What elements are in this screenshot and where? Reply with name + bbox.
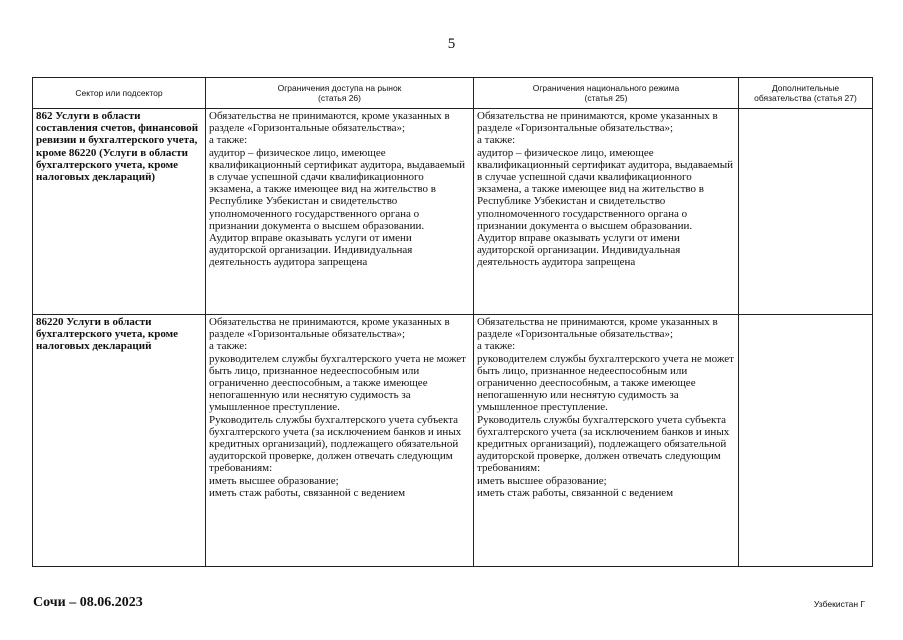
table-row bbox=[33, 109, 873, 315]
cell-paragraph: иметь высшее образование; bbox=[209, 474, 339, 487]
header-additional bbox=[739, 78, 873, 109]
cell-paragraph: иметь высшее образование; bbox=[477, 474, 607, 487]
header-line: (статья 26) bbox=[318, 93, 361, 103]
cell-national-treatment bbox=[474, 315, 739, 567]
page-number: 5 bbox=[447, 36, 456, 52]
cell-paragraph: руководителем службы бухгалтерского учета не может быть лицо, признанное недееспособным или ограниченно дееспособным, а также имеющее непогашенную или неснятую судимость за умышленное преступление. bbox=[477, 352, 734, 414]
cell-paragraph: Обязательства не принимаются, кроме указанных в разделе «Горизонтальные обязательства»; bbox=[209, 316, 450, 341]
cell-paragraph: а также: bbox=[209, 134, 248, 147]
header-line: Ограничения национального режима bbox=[532, 83, 680, 93]
cell-paragraph: Аудитор вправе оказывать услуги от имени аудиторской организации. Индивидуальная деятельность аудитора запрещена bbox=[209, 232, 413, 269]
schedule-table bbox=[32, 77, 873, 567]
header-line: Дополнительные bbox=[771, 83, 840, 93]
cell-paragraph: а также: bbox=[209, 340, 248, 353]
cell-paragraph: а также: bbox=[477, 134, 516, 147]
footer-place-date: Сочи – 08.06.2023 bbox=[33, 595, 143, 610]
cell-additional bbox=[739, 315, 873, 567]
cell-paragraph: аудитор – физическое лицо, имеющее квалификационный сертификат аудитора, выдаваемый в случае успешной сдачи квалификационного экзамена, а также имеющее вид на жительство в Республике Узбекистан и свидетельство уполномоченного государственного органа о признании документа о высшем образовании. bbox=[477, 146, 733, 232]
cell-additional bbox=[739, 109, 873, 315]
cell-sector: 86220 Услуги в области бухгалтерского учета, кроме налоговых деклараций bbox=[33, 315, 206, 567]
cell-paragraph: Руководитель службы бухгалтерского учета субъекта бухгалтерского учета (за исключением банков и иных кредитных организаций), подлежащего обязательной аудиторской проверке, должен отвечать следующим требованиям: bbox=[209, 413, 462, 475]
table-row bbox=[33, 315, 873, 567]
cell-paragraph: а также: bbox=[477, 340, 516, 353]
header-line: обязательства (статья 27) bbox=[754, 93, 857, 103]
cell-sector: 862 Услуги в области составления счетов, финансовой ревизии и бухгалтерского учета, кроме 86220 (Услуги в области бухгалтерского учета, кроме налоговых деклараций) bbox=[33, 109, 206, 315]
cell-paragraph: руководителем службы бухгалтерского учета не может быть лицо, признанное недееспособным или ограниченно дееспособным, а также имеющее непогашенную или неснятую судимость за умышленное преступление. bbox=[209, 352, 466, 414]
cell-market-access bbox=[206, 109, 474, 315]
header-market-access bbox=[206, 78, 474, 109]
header-national-treatment bbox=[474, 78, 739, 109]
cell-paragraph: Обязательства не принимаются, кроме указанных в разделе «Горизонтальные обязательства»; bbox=[209, 110, 450, 135]
cell-paragraph: Руководитель службы бухгалтерского учета субъекта бухгалтерского учета (за исключением банков и иных кредитных организаций), подлежащего обязательной аудиторской проверке, должен отвечать следующим требованиям: bbox=[477, 413, 730, 475]
footer-country-mark: Узбекистан Г bbox=[813, 599, 865, 609]
cell-paragraph: Аудитор вправе оказывать услуги от имени аудиторской организации. Индивидуальная деятельность аудитора запрещена bbox=[477, 232, 681, 269]
header-line: Ограничения доступа на рынок bbox=[277, 83, 402, 93]
table-header-row bbox=[33, 78, 873, 109]
cell-national-treatment bbox=[474, 109, 739, 315]
cell-market-access bbox=[206, 315, 474, 567]
cell-paragraph: Обязательства не принимаются, кроме указанных в разделе «Горизонтальные обязательства»; bbox=[477, 316, 718, 341]
cell-paragraph: иметь стаж работы, связанной с ведением bbox=[209, 486, 406, 499]
cell-paragraph: Обязательства не принимаются, кроме указанных в разделе «Горизонтальные обязательства»; bbox=[477, 110, 718, 135]
cell-paragraph: иметь стаж работы, связанной с ведением bbox=[477, 486, 674, 499]
header-line: (статья 25) bbox=[584, 93, 628, 103]
header-sector: Сектор или подсектор bbox=[33, 78, 206, 109]
cell-paragraph: аудитор – физическое лицо, имеющее квалификационный сертификат аудитора, выдаваемый в случае успешной сдачи квалификационного экзамена, а также имеющее вид на жительство в Республике Узбекистан и свидетельство уполномоченного государственного органа о признании документа о высшем образовании. bbox=[209, 146, 465, 232]
